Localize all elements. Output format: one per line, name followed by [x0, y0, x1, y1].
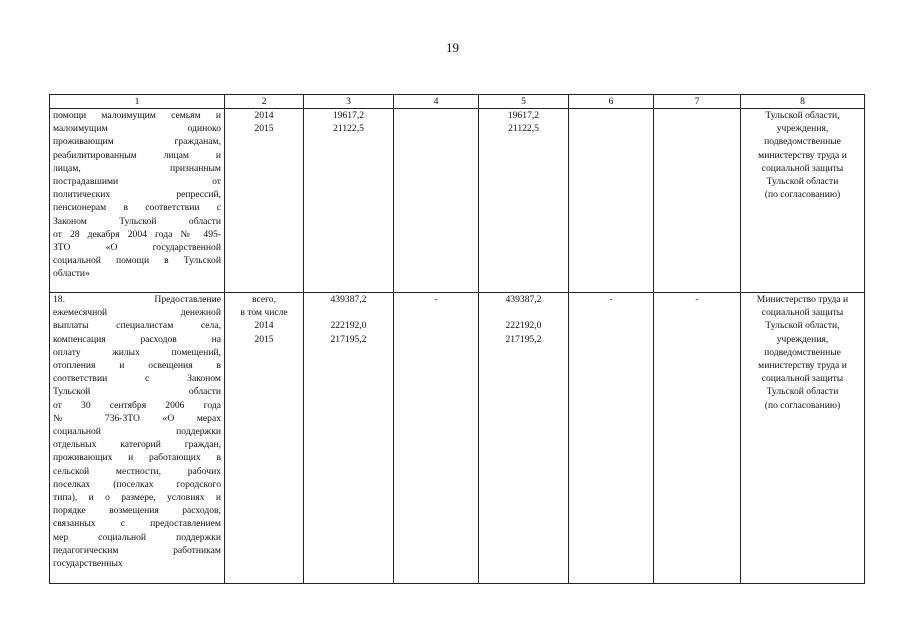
- executor-line: Тульской области: [766, 386, 839, 398]
- col7-cell: [654, 109, 741, 293]
- executor-line: подведомственные: [764, 136, 841, 148]
- header-cell: 6: [569, 95, 654, 109]
- desc-line: мер социальной поддержки: [53, 531, 221, 543]
- desc-line: выплаты специалистам села,: [53, 320, 221, 332]
- desc-line: 18. Предоставление: [53, 294, 221, 305]
- desc-line: Законом Тульской области: [53, 215, 221, 227]
- desc-line: пенсионерам в соответствии с: [53, 202, 221, 214]
- program-table: [49, 94, 865, 584]
- desc-line: № 736-ЗТО «О мерах: [53, 412, 221, 424]
- col7-cell: [654, 293, 741, 584]
- desc-line: Тульской области: [53, 386, 221, 398]
- desc-line: связанных с предоставлением: [53, 518, 221, 530]
- desc-line: реабилитированным лицам и: [53, 149, 221, 161]
- header-cell: 3: [304, 95, 394, 109]
- amount-gap: [482, 306, 565, 319]
- desc-line: политических репрессий,: [53, 189, 221, 201]
- header-cell: 1: [50, 95, 225, 109]
- executor-cell: [741, 109, 865, 293]
- period-year: 2014: [254, 320, 274, 332]
- regional-funding-cell: [479, 109, 569, 293]
- desc-line: области»: [53, 268, 90, 280]
- amount: 21122,5: [333, 123, 364, 135]
- desc-line: сельской местности, рабочих: [53, 465, 221, 477]
- desc-line: пострадавшими от: [53, 176, 221, 188]
- desc-line: государственных: [53, 558, 123, 570]
- header-cell: 7: [654, 95, 741, 109]
- desc-line: ЗТО «О государственной: [53, 242, 221, 254]
- desc-line: педагогическим работникам: [53, 544, 221, 556]
- desc-line: компенсация расходов на: [53, 333, 221, 345]
- amount: 217195,2: [505, 333, 542, 345]
- desc-line: проживающим гражданам,: [53, 136, 221, 148]
- amount: 21122,5: [508, 123, 539, 135]
- executor-line: Тульской области,: [765, 110, 840, 121]
- executor-line: социальной защиты: [761, 307, 844, 319]
- amount-gap: [307, 306, 390, 319]
- header-row: [50, 95, 865, 109]
- executor-line: подведомственные: [764, 346, 841, 358]
- header-cell: 2: [225, 95, 304, 109]
- period-cell: [225, 109, 304, 293]
- executor-line: (по согласованию): [764, 189, 841, 201]
- dash: -: [695, 294, 699, 305]
- desc-line: социальной поддержки: [53, 426, 221, 438]
- period-cell: [225, 293, 304, 584]
- desc-line: оплату жилых помещений,: [53, 346, 221, 358]
- total-funding-cell: [304, 109, 394, 293]
- desc-line: отдельных категорий граждан,: [53, 439, 221, 451]
- desc-line: от 30 сентября 2006 года: [53, 399, 221, 411]
- desc-line: соответствии с Законом: [53, 373, 221, 385]
- header-cell: 4: [394, 95, 479, 109]
- period-year: 2015: [254, 123, 274, 135]
- amount: 222192,0: [330, 320, 367, 332]
- page-number: 19: [446, 40, 459, 55]
- amount: 222192,0: [505, 320, 542, 332]
- total-funding-cell: [304, 293, 394, 584]
- desc-line: отопления и освещения в: [53, 360, 221, 372]
- dash: -: [609, 294, 613, 305]
- desc-line: от 28 декабря 2004 года № 495-: [53, 228, 221, 240]
- desc-line: лицам, признанным: [53, 162, 221, 174]
- amount: 19617,2: [507, 110, 540, 121]
- measure-description: [50, 293, 225, 584]
- period-label: всего,: [252, 294, 276, 305]
- table-row: [50, 293, 865, 584]
- executor-line: Министерство труда и: [756, 294, 849, 305]
- header-cell: 5: [479, 95, 569, 109]
- amount: 217195,2: [330, 333, 367, 345]
- executor-cell: [741, 293, 865, 584]
- executor-line: учреждения,: [776, 333, 829, 345]
- desc-line: малоимущим одиноко: [53, 123, 221, 135]
- period-label: в том числе: [240, 307, 288, 319]
- amount: 439387,2: [505, 294, 542, 305]
- col4-cell: [394, 109, 479, 293]
- desc-line: помощи малоимущим семьям и: [53, 110, 221, 121]
- executor-line: министерству труда и: [758, 149, 847, 161]
- desc-line: ежемесячной денежной: [53, 307, 221, 319]
- header-cell: 8: [741, 95, 865, 109]
- executor-line: Тульской области: [766, 176, 839, 188]
- executor-line: учреждения,: [776, 123, 829, 135]
- executor-line: социальной защиты: [761, 162, 844, 174]
- col6-cell: [569, 109, 654, 293]
- executor-line: (по согласованию): [764, 399, 841, 411]
- desc-line: типа), и о размере, условиях и: [53, 492, 221, 504]
- period-year: 2014: [254, 110, 274, 121]
- period-year: 2015: [254, 333, 274, 345]
- executor-line: Тульской области,: [765, 320, 840, 332]
- regional-funding-cell: [479, 293, 569, 584]
- table-row: [50, 109, 865, 293]
- desc-line: поселках (поселках городского: [53, 478, 221, 490]
- desc-line: порядке возмещения расходов,: [53, 505, 221, 517]
- executor-line: социальной защиты: [761, 373, 844, 385]
- amount: 439387,2: [330, 294, 367, 305]
- executor-line: министерству труда и: [758, 360, 847, 372]
- col4-cell: [394, 293, 479, 584]
- amount: 19617,2: [332, 110, 365, 121]
- measure-description: [50, 109, 225, 293]
- desc-line: проживающих и работающих в: [53, 452, 221, 464]
- dash: -: [434, 294, 438, 305]
- desc-line: социальной помощи в Тульской: [53, 255, 221, 267]
- col6-cell: [569, 293, 654, 584]
